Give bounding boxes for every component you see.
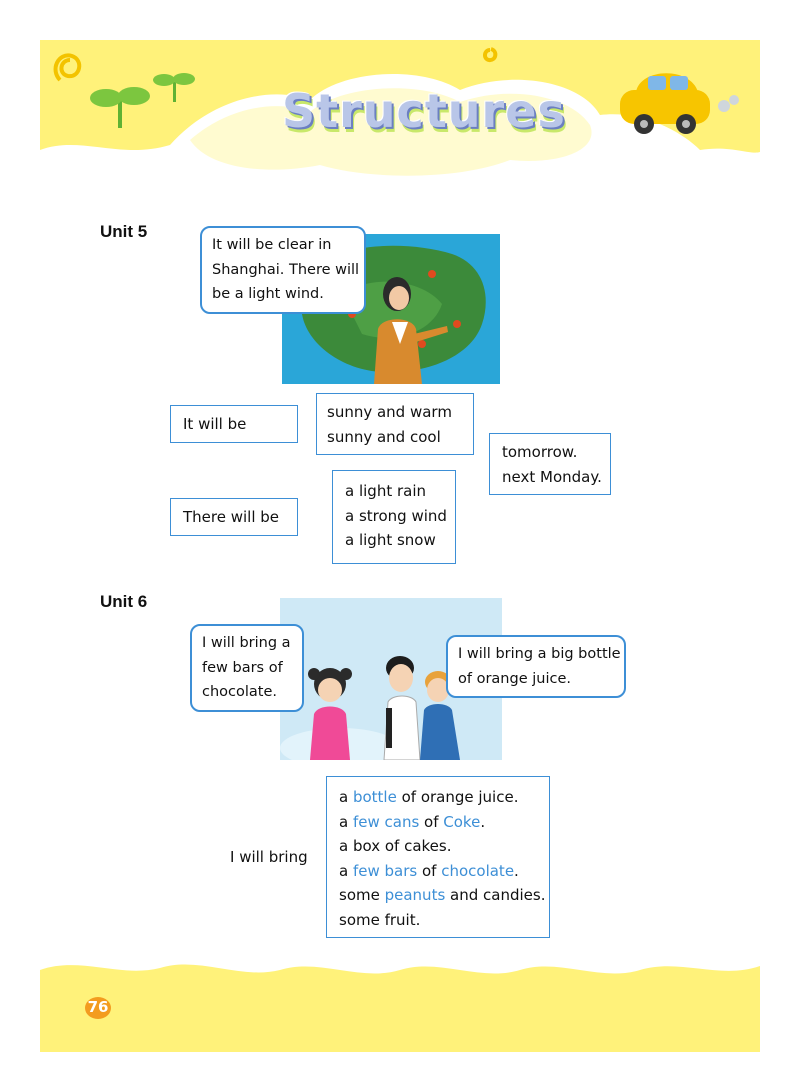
unit-6-speech-bubble-left — [190, 624, 304, 712]
girl-figure — [308, 668, 352, 760]
item-text: . — [480, 812, 486, 831]
lead-box-there-will-be — [170, 498, 298, 536]
option-next-monday: next Monday. — [502, 467, 602, 486]
items-box — [326, 776, 550, 938]
page-title: Structures — [282, 84, 566, 138]
item-line — [339, 908, 537, 933]
lead-box-it-will-be — [170, 405, 298, 443]
bubble-line: chocolate. — [202, 684, 278, 700]
item-line — [339, 859, 537, 884]
bubble-line: Shanghai. There will — [212, 261, 360, 278]
option-light-snow: a light snow — [345, 531, 436, 549]
item-text: a box of cakes. — [339, 837, 452, 855]
option-light-rain: a light rain — [345, 482, 427, 500]
bubble-line: I will bring a big bottle — [458, 646, 621, 662]
item-text: . — [514, 861, 519, 880]
item-keyword: Coke — [443, 812, 481, 831]
bubble-line: be a light wind. — [212, 286, 324, 302]
bubble-line: of orange juice. — [458, 670, 571, 687]
option-tomorrow: tomorrow. — [502, 443, 578, 461]
unit-6-heading: Unit 6 — [100, 592, 148, 611]
item-text: a — [339, 812, 353, 831]
item-text: a — [339, 861, 353, 880]
option-sunny-warm: sunny and warm — [327, 403, 452, 421]
option-strong-wind: a strong wind — [345, 506, 447, 525]
item-text: of — [417, 861, 442, 880]
options-box-time — [489, 433, 611, 495]
item-text: of — [419, 812, 444, 831]
item-keyword: bottle — [352, 788, 397, 806]
bubble-line: I will bring a — [202, 635, 291, 651]
unit-5-heading: Unit 5 — [100, 222, 148, 241]
item-keyword: peanuts — [384, 886, 446, 904]
item-text: a — [339, 788, 353, 806]
item-keyword: few cans — [352, 812, 420, 831]
page-number: 76 — [87, 998, 109, 1016]
options-box-weather — [316, 393, 474, 455]
item-text: and candies. — [445, 886, 546, 904]
item-text: of orange juice. — [396, 788, 519, 806]
lead-there-will-be: There will be — [183, 508, 280, 526]
options-box-conditions — [332, 470, 456, 564]
item-text: some — [339, 886, 385, 904]
bubble-line: few bars of — [202, 659, 283, 676]
unit-6-speech-bubble-right — [446, 635, 626, 698]
unit-5-speech-bubble — [200, 226, 366, 314]
item-line — [339, 883, 546, 908]
item-line — [339, 834, 537, 859]
item-line — [339, 785, 537, 810]
bubble-line: It will be clear in — [212, 237, 332, 253]
item-text: some fruit. — [339, 910, 421, 929]
footer-band — [40, 948, 760, 1052]
option-sunny-cool: sunny and cool — [327, 427, 441, 446]
lead-it-will-be: It will be — [183, 415, 247, 433]
lead-i-will-bring: I will bring — [230, 848, 308, 866]
item-line — [339, 810, 537, 835]
item-keyword: few bars — [352, 861, 418, 880]
item-keyword: chocolate — [441, 861, 515, 880]
